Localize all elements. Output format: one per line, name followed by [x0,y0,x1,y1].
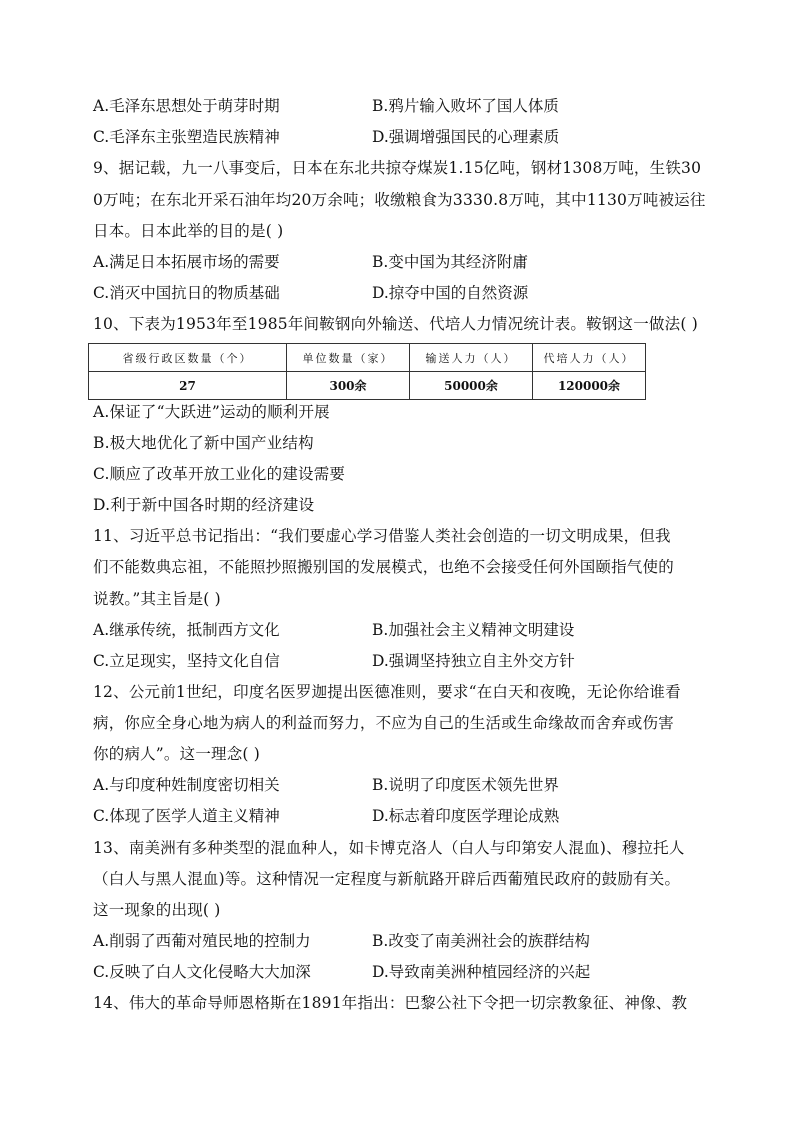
q11-stem-line-3: 说教。”其主旨是( ) [93,590,221,608]
q13-option-b[interactable]: B.改变了南美洲社会的族群结构 [372,932,590,950]
q10-option-a[interactable]: A.保证了“大跃进”运动的顺利开展 [93,403,330,421]
q12-option-a[interactable]: A.与印度种姓制度密切相关 [93,776,280,794]
q11-option-a[interactable]: A.继承传统，抵制西方文化 [93,621,280,639]
q12-stem-line-2: 病，你应全身心地为病人的利益而努力，不应为自己的生活或生命缘故而舍弃或伤害 [93,714,674,732]
q10-option-d[interactable]: D.利于新中国各时期的经济建设 [93,496,315,514]
q13-option-c[interactable]: C.反映了白人文化侵略大大加深 [93,963,311,981]
q13-stem-line-3: 这一现象的出现( ) [93,901,221,919]
q10-stem-line-1: 10、下表为1953年至1985年间鞍钢向外输送、代培人力情况统计表。鞍钢这一做法( ) [93,315,698,333]
q12-option-d[interactable]: D.标志着印度医学理论成熟 [372,807,560,825]
table-row [89,372,646,400]
q13-stem-line-2: （白人与黑人混血)等。这种情况一定程度与新航路开辟后西葡殖民政府的鼓励有关。 [93,870,681,888]
q12-stem-line-3: 你的病人”。这一理念( ) [93,745,261,763]
q13-stem-line-1: 13、南美洲有多种类型的混血种人，如卡博克洛人（白人与印第安人混血)、穆拉托人 [93,839,685,857]
table-header-cell: 省级行政区数量（个） [89,344,287,372]
q12-stem-line-1: 12、公元前1世纪，印度名医罗迦提出医德准则，要求“在白天和夜晚，无论你给谁看 [93,683,681,701]
q9-stem-line-1: 9、据记载，九一八事变后，日本在东北共掠夺煤炭1.15亿吨，钢材1308万吨，生铁30 [93,159,702,177]
q8-option-b[interactable]: B.鸦片输入败坏了国人体质 [372,97,559,115]
q11-stem-line-2: 们不能数典忘祖，不能照抄照搬别国的发展模式，也绝不会接受任何外国颐指气使的 [93,558,674,576]
q8-option-d[interactable]: D.强调增强国民的心理素质 [372,128,560,146]
q11-option-d[interactable]: D.强调坚持独立自主外交方针 [372,652,575,670]
q14-stem-line-1: 14、伟大的革命导师恩格斯在1891年指出：巴黎公社下令把一切宗教象征、神像、教 [93,994,688,1012]
q8-option-c[interactable]: C.毛泽东主张塑造民族精神 [93,128,280,146]
q9-option-c[interactable]: C.消灭中国抗日的物质基础 [93,284,280,302]
table-cell: 300余 [287,372,410,400]
table-header-row [89,344,646,372]
q12-option-b[interactable]: B.说明了印度医术领先世界 [372,776,559,794]
table-header-cell: 输送人力（人） [410,344,533,372]
table-cell: 27 [89,372,287,400]
q9-option-d[interactable]: D.掠夺中国的自然资源 [372,284,529,302]
q12-option-c[interactable]: C.体现了医学人道主义精神 [93,807,280,825]
q13-option-a[interactable]: A.削弱了西葡对殖民地的控制力 [93,932,311,950]
table-cell: 120000余 [533,372,646,400]
table-header-cell: 单位数量（家） [287,344,410,372]
q9-stem-line-3: 日本。日本此举的目的是( ) [93,222,284,240]
q9-option-b[interactable]: B.变中国为其经济附庸 [372,253,528,271]
q8-option-a[interactable]: A.毛泽东思想处于萌芽时期 [93,97,280,115]
q11-option-b[interactable]: B.加强社会主义精神文明建设 [372,621,575,639]
q10-option-b[interactable]: B.极大地优化了新中国产业结构 [93,434,314,452]
q9-stem-line-2: 0万吨；在东北开采石油年均20万余吨；收缴粮食为3330.8万吨，其中1130万吨被运往 [93,191,706,209]
q11-option-c[interactable]: C.立足现实，坚持文化自信 [93,652,280,670]
q10-stats-table [88,343,646,400]
q9-option-a[interactable]: A.满足日本拓展市场的需要 [93,253,280,271]
q13-option-d[interactable]: D.导致南美洲种植园经济的兴起 [372,963,591,981]
q10-option-c[interactable]: C.顺应了改革开放工业化的建设需要 [93,465,346,483]
table-header-cell: 代培人力（人） [533,344,646,372]
table-cell: 50000余 [410,372,533,400]
q11-stem-line-1: 11、习近平总书记指出：“我们要虚心学习借鉴人类社会创造的一切文明成果，但我 [93,527,671,545]
